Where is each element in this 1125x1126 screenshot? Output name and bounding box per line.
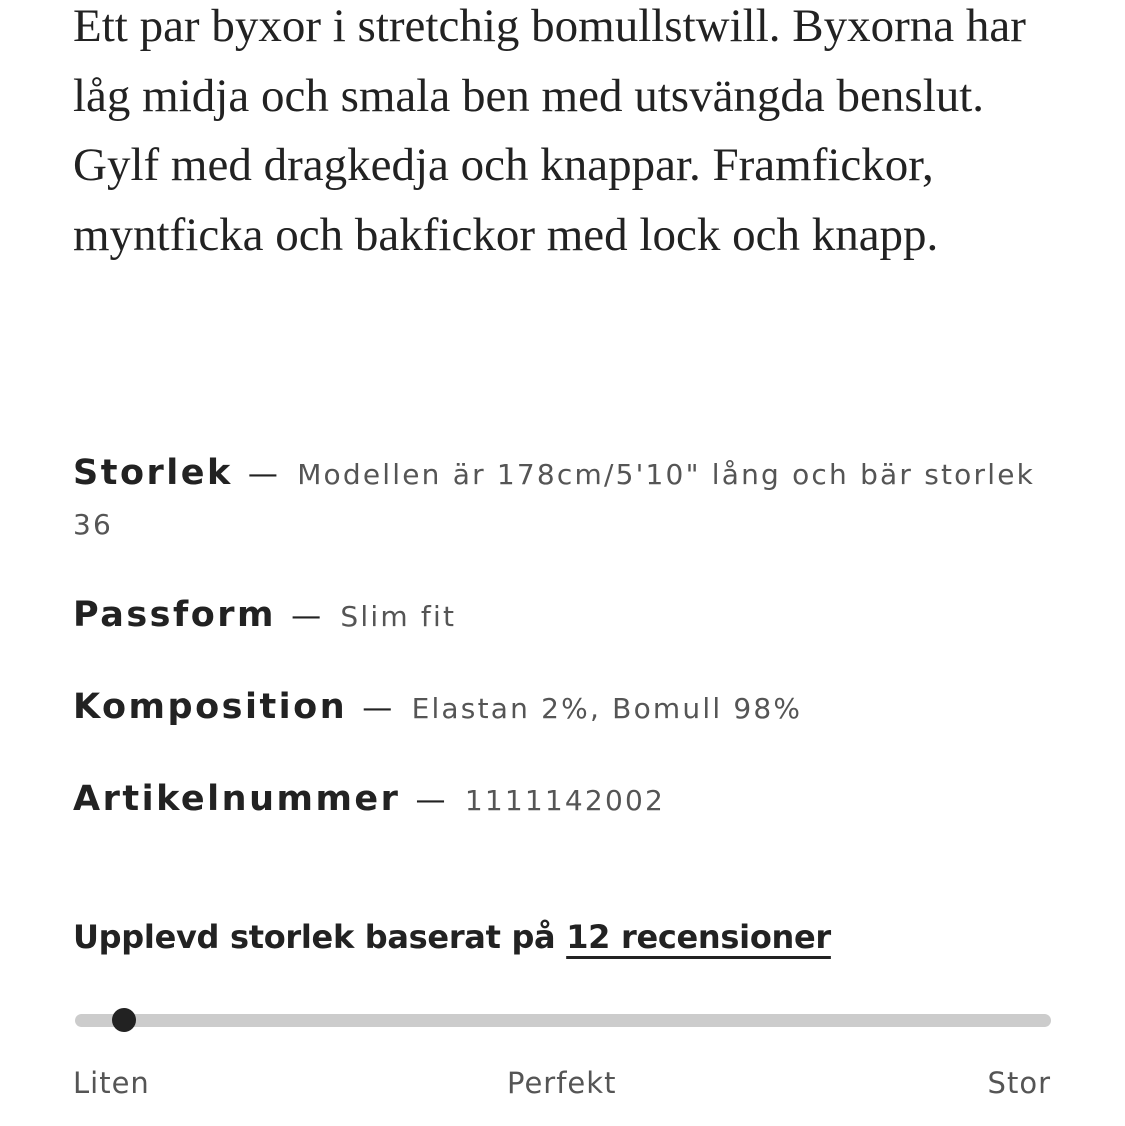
- detail-separator: —: [415, 783, 448, 818]
- detail-row-article-number: [73, 774, 1073, 826]
- detail-row-size: [73, 448, 1073, 550]
- product-details-list: [73, 448, 1073, 826]
- detail-label-fit: Passform: [73, 595, 276, 635]
- fit-label-perfect: Perfekt: [507, 1066, 617, 1100]
- fit-label-large: Stor: [987, 1066, 1051, 1100]
- detail-label-composition: Komposition: [73, 687, 348, 727]
- detail-separator: —: [247, 457, 281, 492]
- detail-separator: —: [362, 691, 395, 726]
- detail-label-size: Storlek: [73, 453, 233, 493]
- detail-label-article-number: Artikelnummer: [73, 779, 401, 819]
- fit-label-small: Liten: [73, 1066, 150, 1100]
- detail-value-fit: Slim fit: [340, 600, 457, 633]
- detail-value-size: Modellen är 178cm/5'10" lång och bär storlek 36: [73, 458, 1036, 541]
- detail-separator: —: [291, 599, 324, 634]
- fit-heading-text: Upplevd storlek baserat på: [73, 918, 556, 956]
- fit-heading: [73, 918, 831, 956]
- detail-row-fit: [73, 590, 1073, 642]
- detail-value-article-number: 1111142002: [464, 784, 665, 817]
- product-description: Ett par byxor i stretchig bomullstwill. Byxorna har låg midja och smala ben med utsvängda benslut. Gylf med dragkedja och knappar. Framfickor, myntficka och bakfickor med lock och knapp.: [73, 0, 1026, 261]
- reviews-link[interactable]: 12 recensioner: [566, 918, 831, 956]
- detail-value-composition: Elastan 2%, Bomull 98%: [411, 692, 803, 725]
- fit-scale-indicator: [112, 1008, 136, 1032]
- detail-row-composition: [73, 682, 1073, 734]
- fit-scale-track: [75, 1014, 1051, 1027]
